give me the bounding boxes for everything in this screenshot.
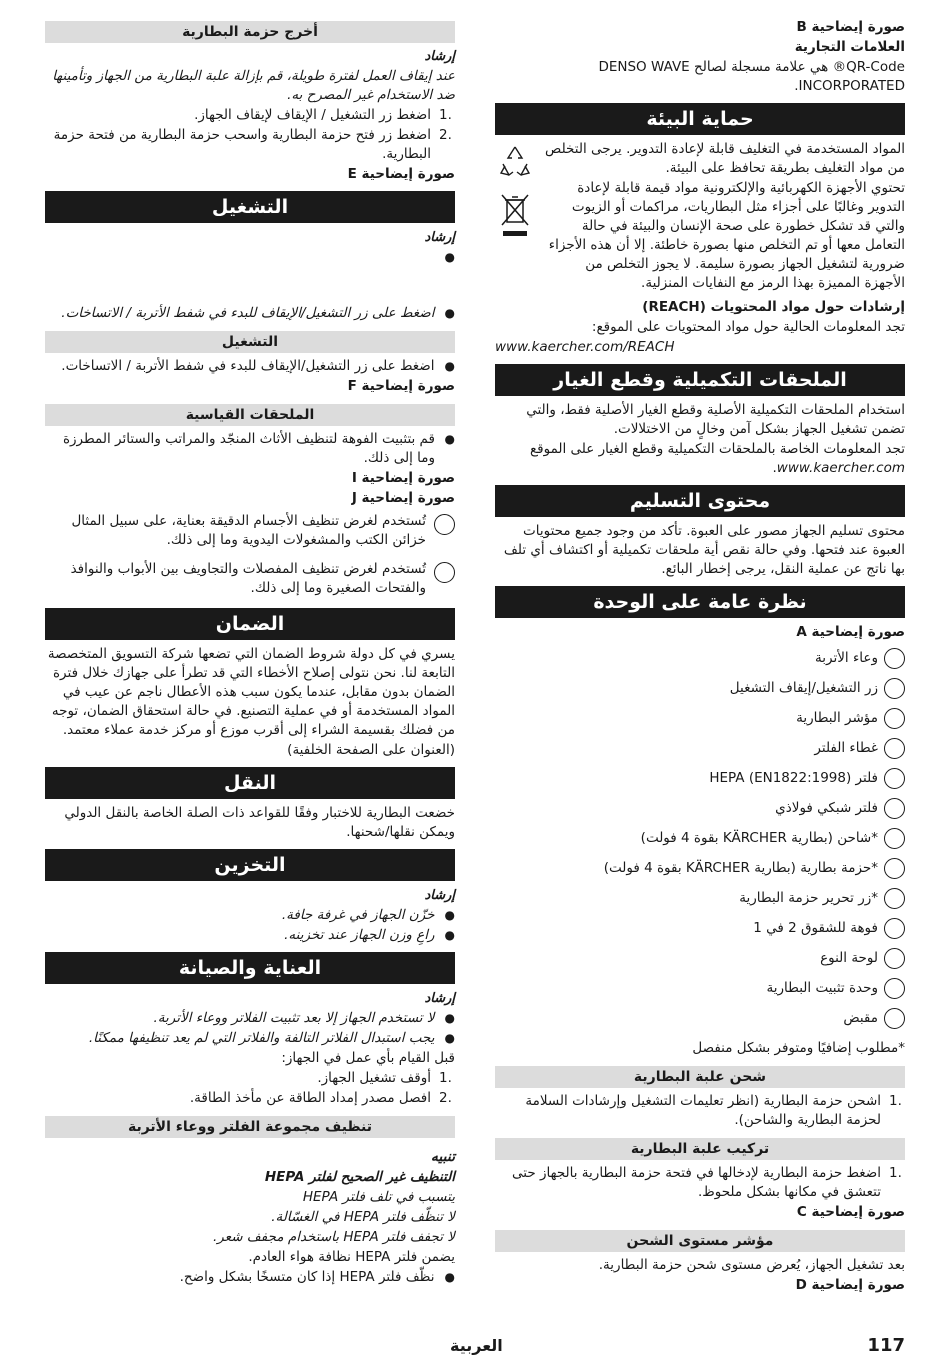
transport-heading: النقل bbox=[45, 767, 455, 799]
indicator-text: بعد تشغيل الجهاز، يُعرض مستوى شحن حزمة البطارية. bbox=[598, 1257, 905, 1273]
delivery-text: محتوى تسليم الجهاز مصور على العبوة. تأكد من وجود جميع محتويات العبوة عند فتحها. وفي حالة نقص أية ملحقات تكميلية أو اكتشاف أي تلف بها ناتج عن عملية النقل، يرجى إخطار البائع. bbox=[503, 523, 905, 577]
list-item: فوهة للشقوق 2 في 1 bbox=[495, 913, 905, 943]
list-item: *حزمة بطارية (بطارية KÄRCHER بقوة 4 فولت) bbox=[495, 853, 905, 883]
reach-link[interactable]: www.kaercher.com/REACH bbox=[495, 339, 675, 355]
care-pre-text: قبل القيام بأي عمل في الجهاز: bbox=[281, 1050, 455, 1066]
warranty-heading: الضمان bbox=[45, 608, 455, 640]
list-item: فلتر شبكي فولاذي bbox=[495, 793, 905, 823]
list-item: *شاحن (بطارية KÄRCHER بقوة 4 فولت) bbox=[495, 823, 905, 853]
hint-label: إرشاد bbox=[424, 230, 455, 245]
list-item: وعاء الأتربة bbox=[495, 643, 905, 673]
env-block bbox=[495, 140, 905, 294]
list-item: مقبض bbox=[495, 1003, 905, 1033]
list-item: وحدة تثبيت البطارية bbox=[495, 973, 905, 1003]
list-item: تُستخدم لغرض تنظيف المفصلات والتجاويف بين الأبواب والنوافذ والفتحات الصغيرة وما إلى ذلك. bbox=[45, 560, 455, 598]
list-item: غطاء الفلتر bbox=[495, 733, 905, 763]
list-item: *زر تحرير حزمة البطارية bbox=[495, 883, 905, 913]
caution-line-2: يتسبب في تلف فلتر HEPA bbox=[302, 1189, 455, 1205]
startup-heading: التشغيل bbox=[45, 331, 455, 353]
caution-line-3: لا تنظّف فلتر HEPA في الغسّالة. bbox=[271, 1209, 455, 1225]
fig-i-label: صورة إيضاحية I bbox=[351, 470, 455, 486]
accessories-para-2: تجد المعلومات الخاصة بالملحقات التكميلية وقطع الغيار على الموقع www.kaercher.com. bbox=[529, 441, 905, 476]
startup-fig-label: صورة إيضاحية F bbox=[347, 378, 455, 394]
install-heading: تركيب علبة البطارية bbox=[495, 1138, 905, 1160]
list-item: ● قم بتثبيت الفوهة لتنظيف الأثاث المنجّد والمراتب والستائر المطرزة وما إلى ذلك. bbox=[62, 431, 455, 466]
warranty-text: يسري في كل دولة شروط الضمان التي تضعها شركة التسويق المتخصصة التابعة لنا. نحن نتولى إصلاح الأخطاء التي قد تطرأ على جهازك خلال فترة الضمان بدون مقابل، عندما يكون سبب هذه الأعطال ناجم عن عيب في المواد المستخدمة أو في عملية التصنيع. في حالة استحقاق الضمان، توجه من فضلك بقسيمة الشراء إلى أقرب موزع أو مركز خدمة عملاء معتمد. bbox=[47, 646, 455, 738]
crossed-bin-icon bbox=[498, 192, 532, 244]
hint-label: إرشاد bbox=[424, 49, 455, 64]
callout-circle bbox=[884, 678, 905, 699]
left-column bbox=[45, 18, 455, 1288]
caution-line-5: يضمن فلتر HEPA نظافة هواء العادم. bbox=[248, 1249, 455, 1265]
callout-circle bbox=[884, 948, 905, 969]
right-column bbox=[495, 18, 905, 1296]
callout-circle bbox=[884, 858, 905, 879]
warranty-address: (العنوان على الصفحة الخلفية) bbox=[287, 742, 455, 758]
accessories-link[interactable]: www.kaercher.com bbox=[776, 460, 905, 476]
reach-text: تجد المعلومات الحالية حول مواد المحتويات على الموقع: bbox=[591, 319, 905, 335]
list-item: .1 اضغط زر التشغيل / الإيقاف لإيقاف الجهاز. bbox=[194, 107, 452, 123]
delivery-heading: محتوى التسليم bbox=[495, 485, 905, 517]
page-number: 117 bbox=[867, 1335, 905, 1356]
overview-footnote: *مطلوب إضافيًا ومتوفر بشكل منفصل bbox=[692, 1040, 905, 1056]
cleaning-heading: تنظيف مجموعة الفلتر ووعاء الأتربة bbox=[45, 1116, 455, 1138]
hint-label: إرشاد bbox=[424, 991, 455, 1006]
operation-heading: التشغيل bbox=[45, 191, 455, 223]
callout-circle bbox=[884, 978, 905, 999]
storage-heading: التخزين bbox=[45, 849, 455, 881]
list-item: ● اضغط على زر التشغيل/الإيقاف للبدء في شفط الأتربة / الاتساخات. bbox=[61, 305, 455, 321]
list-item: ● راعِ وزن الجهاز عند تخزينه. bbox=[284, 927, 455, 943]
fig-b-label: صورة إيضاحية B bbox=[796, 19, 905, 35]
trademarks-title: العلامات التجارية bbox=[794, 39, 905, 55]
standard-heading: الملحقات القياسية bbox=[45, 404, 455, 426]
list-item: تُستخدم لغرض تنظيف الأجسام الدقيقة بعناية، على سبيل المثال خزائن الكتب والمشغولات اليدوية وما إلى ذلك. bbox=[45, 512, 455, 550]
overview-fig-label: صورة إيضاحية A bbox=[796, 624, 905, 640]
indicator-fig-label: صورة إيضاحية D bbox=[795, 1277, 905, 1293]
list-item: .1 اشحن حزمة البطارية (انظر تعليمات التشغيل وإرشادات السلامة لحزمة البطارية والشاحن). bbox=[525, 1093, 902, 1128]
accessories-para-1: استخدام الملحقات التكميلية الأصلية وقطع الغيار الأصلية فقط، والتي تضمن تشغيل الجهاز بشكل آمن وخالٍ من الاختلالات. bbox=[526, 402, 905, 437]
indicator-heading: مؤشر مستوى الشحن bbox=[495, 1230, 905, 1252]
remove-heading: أخرج حزمة البطارية bbox=[45, 21, 455, 43]
list-item: زر التشغيل/إيقاف التشغيل bbox=[495, 673, 905, 703]
overview-heading: نظرة عامة على الوحدة bbox=[495, 586, 905, 618]
list-item: ● اضغط على زر التشغيل/الإيقاف للبدء في شفط الأتربة / الاتساخات. bbox=[61, 358, 455, 374]
env-heading: حماية البيئة bbox=[495, 103, 905, 135]
fig-j-label: صورة إيضاحية J bbox=[351, 490, 455, 506]
list-item: لوحة النوع bbox=[495, 943, 905, 973]
page-footer bbox=[0, 1336, 950, 1362]
accessories-heading: الملحقات التكميلية وقطع الغيار bbox=[495, 364, 905, 396]
callout-circle bbox=[884, 918, 905, 939]
list-item: .2 افصل مصدر إمداد الطاقة عن مأخذ الطاقة. bbox=[189, 1090, 452, 1106]
list-item: ● يجب استبدال الفلاتر التالفة والفلاتر التي لم يعد تنظيفها ممكنًا. bbox=[88, 1030, 455, 1046]
charge-heading: شحن علبة البطارية bbox=[495, 1066, 905, 1088]
list-item: مؤشر البطارية bbox=[495, 703, 905, 733]
callout-circle bbox=[884, 648, 905, 669]
overview-list bbox=[495, 643, 905, 1033]
remove-fig-label: صورة إيضاحية E bbox=[347, 166, 455, 182]
env-para-1: المواد المستخدمة في التغليف قابلة لإعادة التدوير. يرجى التخلص من مواد التغليف بطريقة تحافظ على البيئة. bbox=[545, 141, 905, 176]
list-item: .1 أوقف تشغيل الجهاز. bbox=[317, 1070, 452, 1086]
caution-line-1: التنظيف غير الصحيح لفلتر HEPA bbox=[264, 1169, 455, 1185]
caution-line-4: لا تجفف فلتر HEPA باستخدام مجفف شعر. bbox=[212, 1229, 455, 1245]
env-para-2: تحتوي الأجهزة الكهربائية والإلكترونية مواد قيمة قابلة لإعادة التدوير وغالبًا على أجزاء مثل البطاريات، مراكمات أو الزيوت والتي قد تشكل خطورة على صحة الإنسان والبيئة في حالة التعامل معها أو تم التخلص منها بصورة خاطئة. إلا أن هذه الأجزاء ضرورية لتشغيل الجهاز بصورة سليمة. لا يجوز التخلص من الأجهزة المميزة بهذا الرمز مع النفايات المنزلية. bbox=[548, 180, 905, 291]
list-item: .1 اضغط حزمة البطارية لإدخالها في فتحة حزمة البطارية بالجهاز حتى تتعشق في مكانها بشكل ملحوظ. bbox=[512, 1165, 902, 1200]
callout-circle bbox=[434, 562, 455, 583]
care-heading: العناية والصيانة bbox=[45, 952, 455, 984]
language-label: العربية bbox=[450, 1336, 503, 1355]
callout-circle bbox=[884, 798, 905, 819]
caution-label: تنبيه bbox=[430, 1149, 455, 1165]
callout-circle bbox=[884, 708, 905, 729]
list-item: ● bbox=[444, 250, 455, 264]
callout-circle bbox=[434, 514, 455, 535]
reach-title: إرشادات حول مواد المحتويات (REACH) bbox=[642, 299, 905, 315]
callout-circle bbox=[884, 888, 905, 909]
hint-label: إرشاد bbox=[424, 888, 455, 903]
callout-circle bbox=[884, 768, 905, 789]
list-item: ● نظّف فلتر HEPA إذا كان متسخًا بشكل واضح. bbox=[179, 1269, 455, 1285]
trademarks-text: QR-Code® هي علامة مسجلة لصالح DENSO WAVE INCORPORATED. bbox=[598, 59, 905, 94]
recycle-icon bbox=[497, 144, 533, 184]
list-item: .2 اضغط زر فتح حزمة البطارية واسحب حزمة البطارية من فتحة حزمة البطارية. bbox=[53, 127, 452, 162]
callout-circle bbox=[884, 1008, 905, 1029]
callout-circle bbox=[884, 828, 905, 849]
transport-text: خضعت البطارية للاختبار وفقًا للقواعد ذات الصلة الخاصة بالنقل الدولي ويمكن نقلها/شحنها. bbox=[64, 805, 455, 840]
remove-hint-text: عند إيقاف العمل لفترة طويلة، قم بإزالة علبة البطارية من الجهاز وتأمينها ضد الاستخدام غير المصرح به. bbox=[52, 68, 455, 103]
callout-circle bbox=[884, 738, 905, 759]
env-icons bbox=[495, 140, 535, 294]
list-item: فلتر HEPA (EN1822:1998) bbox=[495, 763, 905, 793]
install-fig-label: صورة إيضاحية C bbox=[796, 1204, 905, 1220]
list-item: ● لا تستخدم الجهاز إلا بعد تثبيت الفلاتر ووعاء الأتربة. bbox=[153, 1010, 455, 1026]
list-item: ● خزّن الجهاز في غرفة جافة. bbox=[281, 907, 455, 923]
